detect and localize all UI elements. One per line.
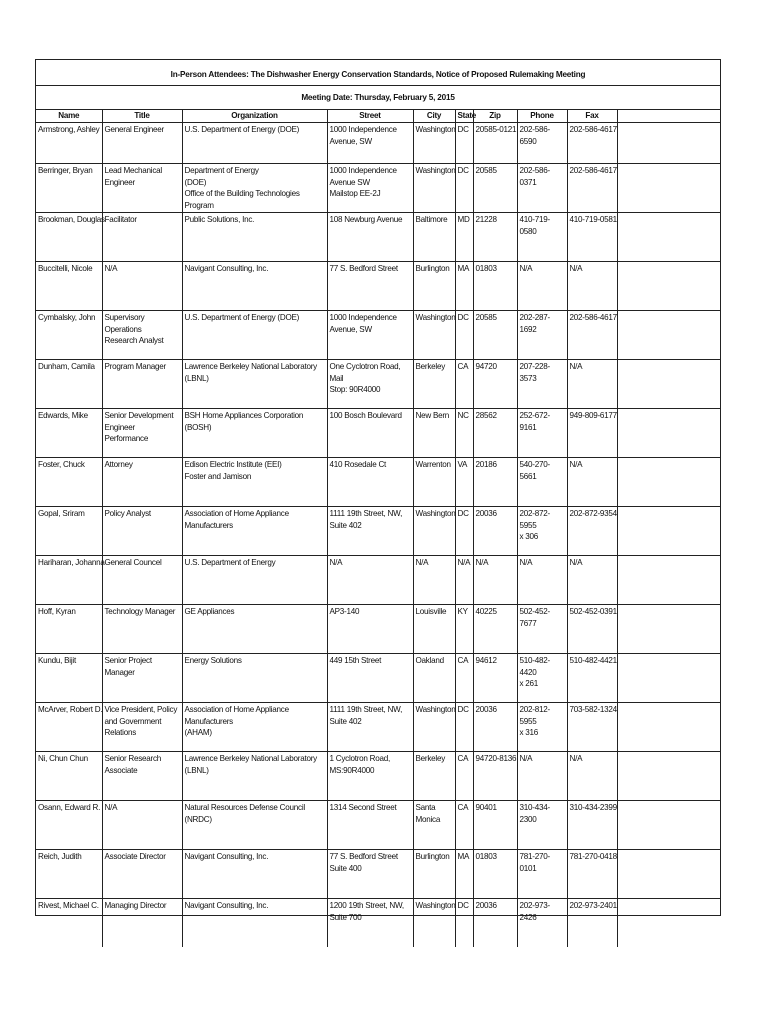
cell-street: 77 S. Bedford Street bbox=[327, 262, 413, 311]
cell-zip: 28562 bbox=[473, 409, 517, 458]
cell-blank bbox=[617, 605, 720, 654]
cell-state: KY bbox=[455, 605, 473, 654]
cell-city: Washington bbox=[413, 164, 455, 213]
cell-state: DC bbox=[455, 507, 473, 556]
cell-title: N/A bbox=[102, 262, 182, 311]
cell-name: Foster, Chuck bbox=[36, 458, 102, 507]
cell-organization: Lawrence Berkeley National Laboratory (LBNL) bbox=[182, 752, 327, 801]
cell-state: CA bbox=[455, 360, 473, 409]
cell-title: Technology Manager bbox=[102, 605, 182, 654]
cell-organization: Association of Home Appliance Manufacturers (AHAM) bbox=[182, 703, 327, 752]
cell-fax: N/A bbox=[567, 360, 617, 409]
cell-organization: BSH Home Appliances Corporation (BOSH) bbox=[182, 409, 327, 458]
cell-state: MA bbox=[455, 850, 473, 899]
table-row bbox=[36, 458, 720, 507]
cell-title: Attorney bbox=[102, 458, 182, 507]
cell-phone: 510-482-4420 x 261 bbox=[517, 654, 567, 703]
cell-state: MA bbox=[455, 262, 473, 311]
cell-city: New Bern bbox=[413, 409, 455, 458]
cell-blank bbox=[617, 164, 720, 213]
cell-title: Associate Director bbox=[102, 850, 182, 899]
column-header-street: Street bbox=[327, 110, 413, 123]
cell-state: DC bbox=[455, 123, 473, 164]
cell-name: Edwards, Mike bbox=[36, 409, 102, 458]
cell-state: N/A bbox=[455, 556, 473, 605]
cell-name: Kundu, Bijit bbox=[36, 654, 102, 703]
cell-organization: Association of Home Appliance Manufacturers bbox=[182, 507, 327, 556]
cell-phone: 207-228-3573 bbox=[517, 360, 567, 409]
cell-organization: Navigant Consulting, Inc. bbox=[182, 899, 327, 948]
cell-state: DC bbox=[455, 703, 473, 752]
cell-street: 1200 19th Street, NW, Suite 700 bbox=[327, 899, 413, 948]
column-header-fax: Fax bbox=[567, 110, 617, 123]
cell-zip: 94720-8136 bbox=[473, 752, 517, 801]
cell-street: 1000 Independence Avenue SW Mailstop EE-2J bbox=[327, 164, 413, 213]
column-header-name: Name bbox=[36, 110, 102, 123]
cell-fax: 202-973-2401 bbox=[567, 899, 617, 948]
cell-blank bbox=[617, 801, 720, 850]
cell-fax: N/A bbox=[567, 458, 617, 507]
column-header-title: Title bbox=[102, 110, 182, 123]
cell-zip: 94720 bbox=[473, 360, 517, 409]
cell-phone: 502-452-7677 bbox=[517, 605, 567, 654]
cell-fax: 310-434-2399 bbox=[567, 801, 617, 850]
column-header-blank bbox=[617, 110, 720, 123]
cell-phone: 410-719-0580 bbox=[517, 213, 567, 262]
cell-street: One Cyclotron Road, Mail Stop: 90R4000 bbox=[327, 360, 413, 409]
cell-street: 100 Bosch Boulevard bbox=[327, 409, 413, 458]
cell-fax: N/A bbox=[567, 262, 617, 311]
table-row bbox=[36, 213, 720, 262]
cell-zip: 20036 bbox=[473, 703, 517, 752]
cell-state: CA bbox=[455, 752, 473, 801]
cell-organization: Navigant Consulting, Inc. bbox=[182, 850, 327, 899]
cell-title: Senior Development Engineer Performance bbox=[102, 409, 182, 458]
cell-fax: 202-586-4617 bbox=[567, 164, 617, 213]
cell-fax: N/A bbox=[567, 752, 617, 801]
cell-name: Ni, Chun Chun bbox=[36, 752, 102, 801]
cell-phone: 202-812-5955 x 316 bbox=[517, 703, 567, 752]
cell-street: 1111 19th Street, NW, Suite 402 bbox=[327, 703, 413, 752]
cell-organization: Public Solutions, Inc. bbox=[182, 213, 327, 262]
cell-blank bbox=[617, 654, 720, 703]
column-header-phone: Phone bbox=[517, 110, 567, 123]
column-header-zip: Zip bbox=[473, 110, 517, 123]
cell-blank bbox=[617, 507, 720, 556]
cell-state: MD bbox=[455, 213, 473, 262]
column-header-organization: Organization bbox=[182, 110, 327, 123]
cell-phone: 252-672-9161 bbox=[517, 409, 567, 458]
cell-organization: Lawrence Berkeley National Laboratory (LBNL) bbox=[182, 360, 327, 409]
cell-fax: 502-452-0391 bbox=[567, 605, 617, 654]
cell-fax: 202-586-4617 bbox=[567, 123, 617, 164]
cell-city: N/A bbox=[413, 556, 455, 605]
cell-name: Hariharan, Johanna bbox=[36, 556, 102, 605]
cell-name: Armstrong, Ashley bbox=[36, 123, 102, 164]
table-row bbox=[36, 360, 720, 409]
table-row bbox=[36, 605, 720, 654]
cell-city: Washington bbox=[413, 123, 455, 164]
cell-blank bbox=[617, 703, 720, 752]
table-row bbox=[36, 654, 720, 703]
cell-fax: 949-809-6177 bbox=[567, 409, 617, 458]
cell-street: 77 S. Bedford Street Suite 400 bbox=[327, 850, 413, 899]
cell-fax: 703-582-1324 bbox=[567, 703, 617, 752]
cell-title: Lead Mechanical Engineer bbox=[102, 164, 182, 213]
table-row bbox=[36, 850, 720, 899]
cell-organization: U.S. Department of Energy (DOE) bbox=[182, 123, 327, 164]
table-row bbox=[36, 409, 720, 458]
sheet-title: In-Person Attendees: The Dishwasher Energy Conservation Standards, Notice of Proposed Rulemaking Meeting bbox=[36, 60, 720, 86]
cell-organization: Navigant Consulting, Inc. bbox=[182, 262, 327, 311]
table-row bbox=[36, 262, 720, 311]
cell-organization: Energy Solutions bbox=[182, 654, 327, 703]
attendee-table bbox=[36, 110, 720, 947]
cell-street: AP3-140 bbox=[327, 605, 413, 654]
cell-state: CA bbox=[455, 654, 473, 703]
cell-city: Berkeley bbox=[413, 360, 455, 409]
cell-name: Gopal, Sriram bbox=[36, 507, 102, 556]
table-row bbox=[36, 703, 720, 752]
cell-fax: N/A bbox=[567, 556, 617, 605]
cell-zip: 94612 bbox=[473, 654, 517, 703]
cell-state: DC bbox=[455, 311, 473, 360]
cell-name: Hoff, Kyran bbox=[36, 605, 102, 654]
cell-zip: 20585 bbox=[473, 164, 517, 213]
cell-name: Brookman, Douglas bbox=[36, 213, 102, 262]
cell-name: Berringer, Bryan bbox=[36, 164, 102, 213]
cell-zip: 40225 bbox=[473, 605, 517, 654]
cell-name: Cymbalsky, John bbox=[36, 311, 102, 360]
cell-title: Senior Project Manager bbox=[102, 654, 182, 703]
cell-name: Reich, Judith bbox=[36, 850, 102, 899]
cell-state: NC bbox=[455, 409, 473, 458]
cell-city: Washington bbox=[413, 507, 455, 556]
cell-title: General Councel bbox=[102, 556, 182, 605]
cell-name: Dunham, Camila bbox=[36, 360, 102, 409]
cell-street: 1314 Second Street bbox=[327, 801, 413, 850]
cell-state: DC bbox=[455, 164, 473, 213]
cell-street: N/A bbox=[327, 556, 413, 605]
cell-blank bbox=[617, 311, 720, 360]
cell-title: General Engineer bbox=[102, 123, 182, 164]
cell-title: Senior Research Associate bbox=[102, 752, 182, 801]
column-header-state: State bbox=[455, 110, 473, 123]
cell-fax: 202-586-4617 bbox=[567, 311, 617, 360]
cell-title: Policy Analyst bbox=[102, 507, 182, 556]
cell-organization: U.S. Department of Energy bbox=[182, 556, 327, 605]
cell-phone: 202-586-6590 bbox=[517, 123, 567, 164]
cell-title: N/A bbox=[102, 801, 182, 850]
table-row bbox=[36, 556, 720, 605]
cell-blank bbox=[617, 409, 720, 458]
cell-fax: 202-872-9354 bbox=[567, 507, 617, 556]
cell-blank bbox=[617, 899, 720, 948]
cell-name: Buccitelli, Nicole bbox=[36, 262, 102, 311]
table-row bbox=[36, 311, 720, 360]
cell-blank bbox=[617, 752, 720, 801]
cell-city: Burlington bbox=[413, 850, 455, 899]
cell-phone: 202-586-0371 bbox=[517, 164, 567, 213]
cell-street: 1 Cyclotron Road, MS:90R4000 bbox=[327, 752, 413, 801]
cell-name: Rivest, Michael C. bbox=[36, 899, 102, 948]
cell-blank bbox=[617, 556, 720, 605]
cell-phone: N/A bbox=[517, 556, 567, 605]
cell-phone: 781-270-0101 bbox=[517, 850, 567, 899]
cell-title: Supervisory Operations Research Analyst bbox=[102, 311, 182, 360]
cell-blank bbox=[617, 850, 720, 899]
cell-city: Burlington bbox=[413, 262, 455, 311]
table-row bbox=[36, 164, 720, 213]
cell-blank bbox=[617, 458, 720, 507]
cell-name: Osann, Edward R. bbox=[36, 801, 102, 850]
cell-title: Program Manager bbox=[102, 360, 182, 409]
table-row bbox=[36, 507, 720, 556]
cell-zip: 20585 bbox=[473, 311, 517, 360]
cell-city: Berkeley bbox=[413, 752, 455, 801]
cell-street: 410 Rosedale Ct bbox=[327, 458, 413, 507]
cell-phone: 202-287-1692 bbox=[517, 311, 567, 360]
cell-city: Washington bbox=[413, 703, 455, 752]
cell-organization: Department of Energy (DOE) Office of the Building Technologies Program bbox=[182, 164, 327, 213]
cell-blank bbox=[617, 262, 720, 311]
cell-state: DC bbox=[455, 899, 473, 948]
cell-street: 1111 19th Street, NW, Suite 402 bbox=[327, 507, 413, 556]
meeting-date: Meeting Date: Thursday, February 5, 2015 bbox=[36, 86, 720, 110]
cell-city: Washington bbox=[413, 311, 455, 360]
cell-zip: 20186 bbox=[473, 458, 517, 507]
table-row bbox=[36, 752, 720, 801]
cell-street: 449 15th Street bbox=[327, 654, 413, 703]
cell-street: 1000 Independence Avenue, SW bbox=[327, 123, 413, 164]
cell-fax: 510-482-4421 bbox=[567, 654, 617, 703]
cell-phone: N/A bbox=[517, 262, 567, 311]
cell-zip: N/A bbox=[473, 556, 517, 605]
cell-phone: N/A bbox=[517, 752, 567, 801]
cell-organization: U.S. Department of Energy (DOE) bbox=[182, 311, 327, 360]
cell-zip: 20036 bbox=[473, 507, 517, 556]
cell-phone: 202-973-2426 bbox=[517, 899, 567, 948]
column-header-city: City bbox=[413, 110, 455, 123]
cell-name: McArver, Robert D. bbox=[36, 703, 102, 752]
cell-city: Warrenton bbox=[413, 458, 455, 507]
cell-city: Santa Monica bbox=[413, 801, 455, 850]
table-row bbox=[36, 123, 720, 164]
cell-street: 108 Newburg Avenue bbox=[327, 213, 413, 262]
cell-phone: 202-872-5955 x 306 bbox=[517, 507, 567, 556]
cell-fax: 410-719-0581 bbox=[567, 213, 617, 262]
cell-organization: Natural Resources Defense Council (NRDC) bbox=[182, 801, 327, 850]
cell-blank bbox=[617, 123, 720, 164]
cell-zip: 21228 bbox=[473, 213, 517, 262]
cell-zip: 20585-0121 bbox=[473, 123, 517, 164]
cell-organization: Edison Electric Institute (EEI) Foster and Jamison bbox=[182, 458, 327, 507]
table-row bbox=[36, 801, 720, 850]
cell-city: Washington bbox=[413, 899, 455, 948]
cell-organization: GE Appliances bbox=[182, 605, 327, 654]
cell-city: Oakland bbox=[413, 654, 455, 703]
cell-fax: 781-270-0418 bbox=[567, 850, 617, 899]
cell-phone: 540-270-5661 bbox=[517, 458, 567, 507]
attendee-sheet bbox=[35, 59, 721, 922]
cell-city: Baltimore bbox=[413, 213, 455, 262]
cell-state: CA bbox=[455, 801, 473, 850]
cell-zip: 01803 bbox=[473, 262, 517, 311]
cell-state: VA bbox=[455, 458, 473, 507]
cell-blank bbox=[617, 213, 720, 262]
cell-zip: 01803 bbox=[473, 850, 517, 899]
table-row bbox=[36, 899, 720, 948]
cell-title: Facilitator bbox=[102, 213, 182, 262]
header-row bbox=[36, 110, 720, 123]
cell-blank bbox=[617, 360, 720, 409]
cell-phone: 310-434-2300 bbox=[517, 801, 567, 850]
cell-city: Louisville bbox=[413, 605, 455, 654]
cell-zip: 20036 bbox=[473, 899, 517, 948]
cell-street: 1000 Independence Avenue, SW bbox=[327, 311, 413, 360]
cell-title: Vice President, Policy and Government Relations bbox=[102, 703, 182, 752]
cell-title: Managing Director bbox=[102, 899, 182, 948]
cell-zip: 90401 bbox=[473, 801, 517, 850]
